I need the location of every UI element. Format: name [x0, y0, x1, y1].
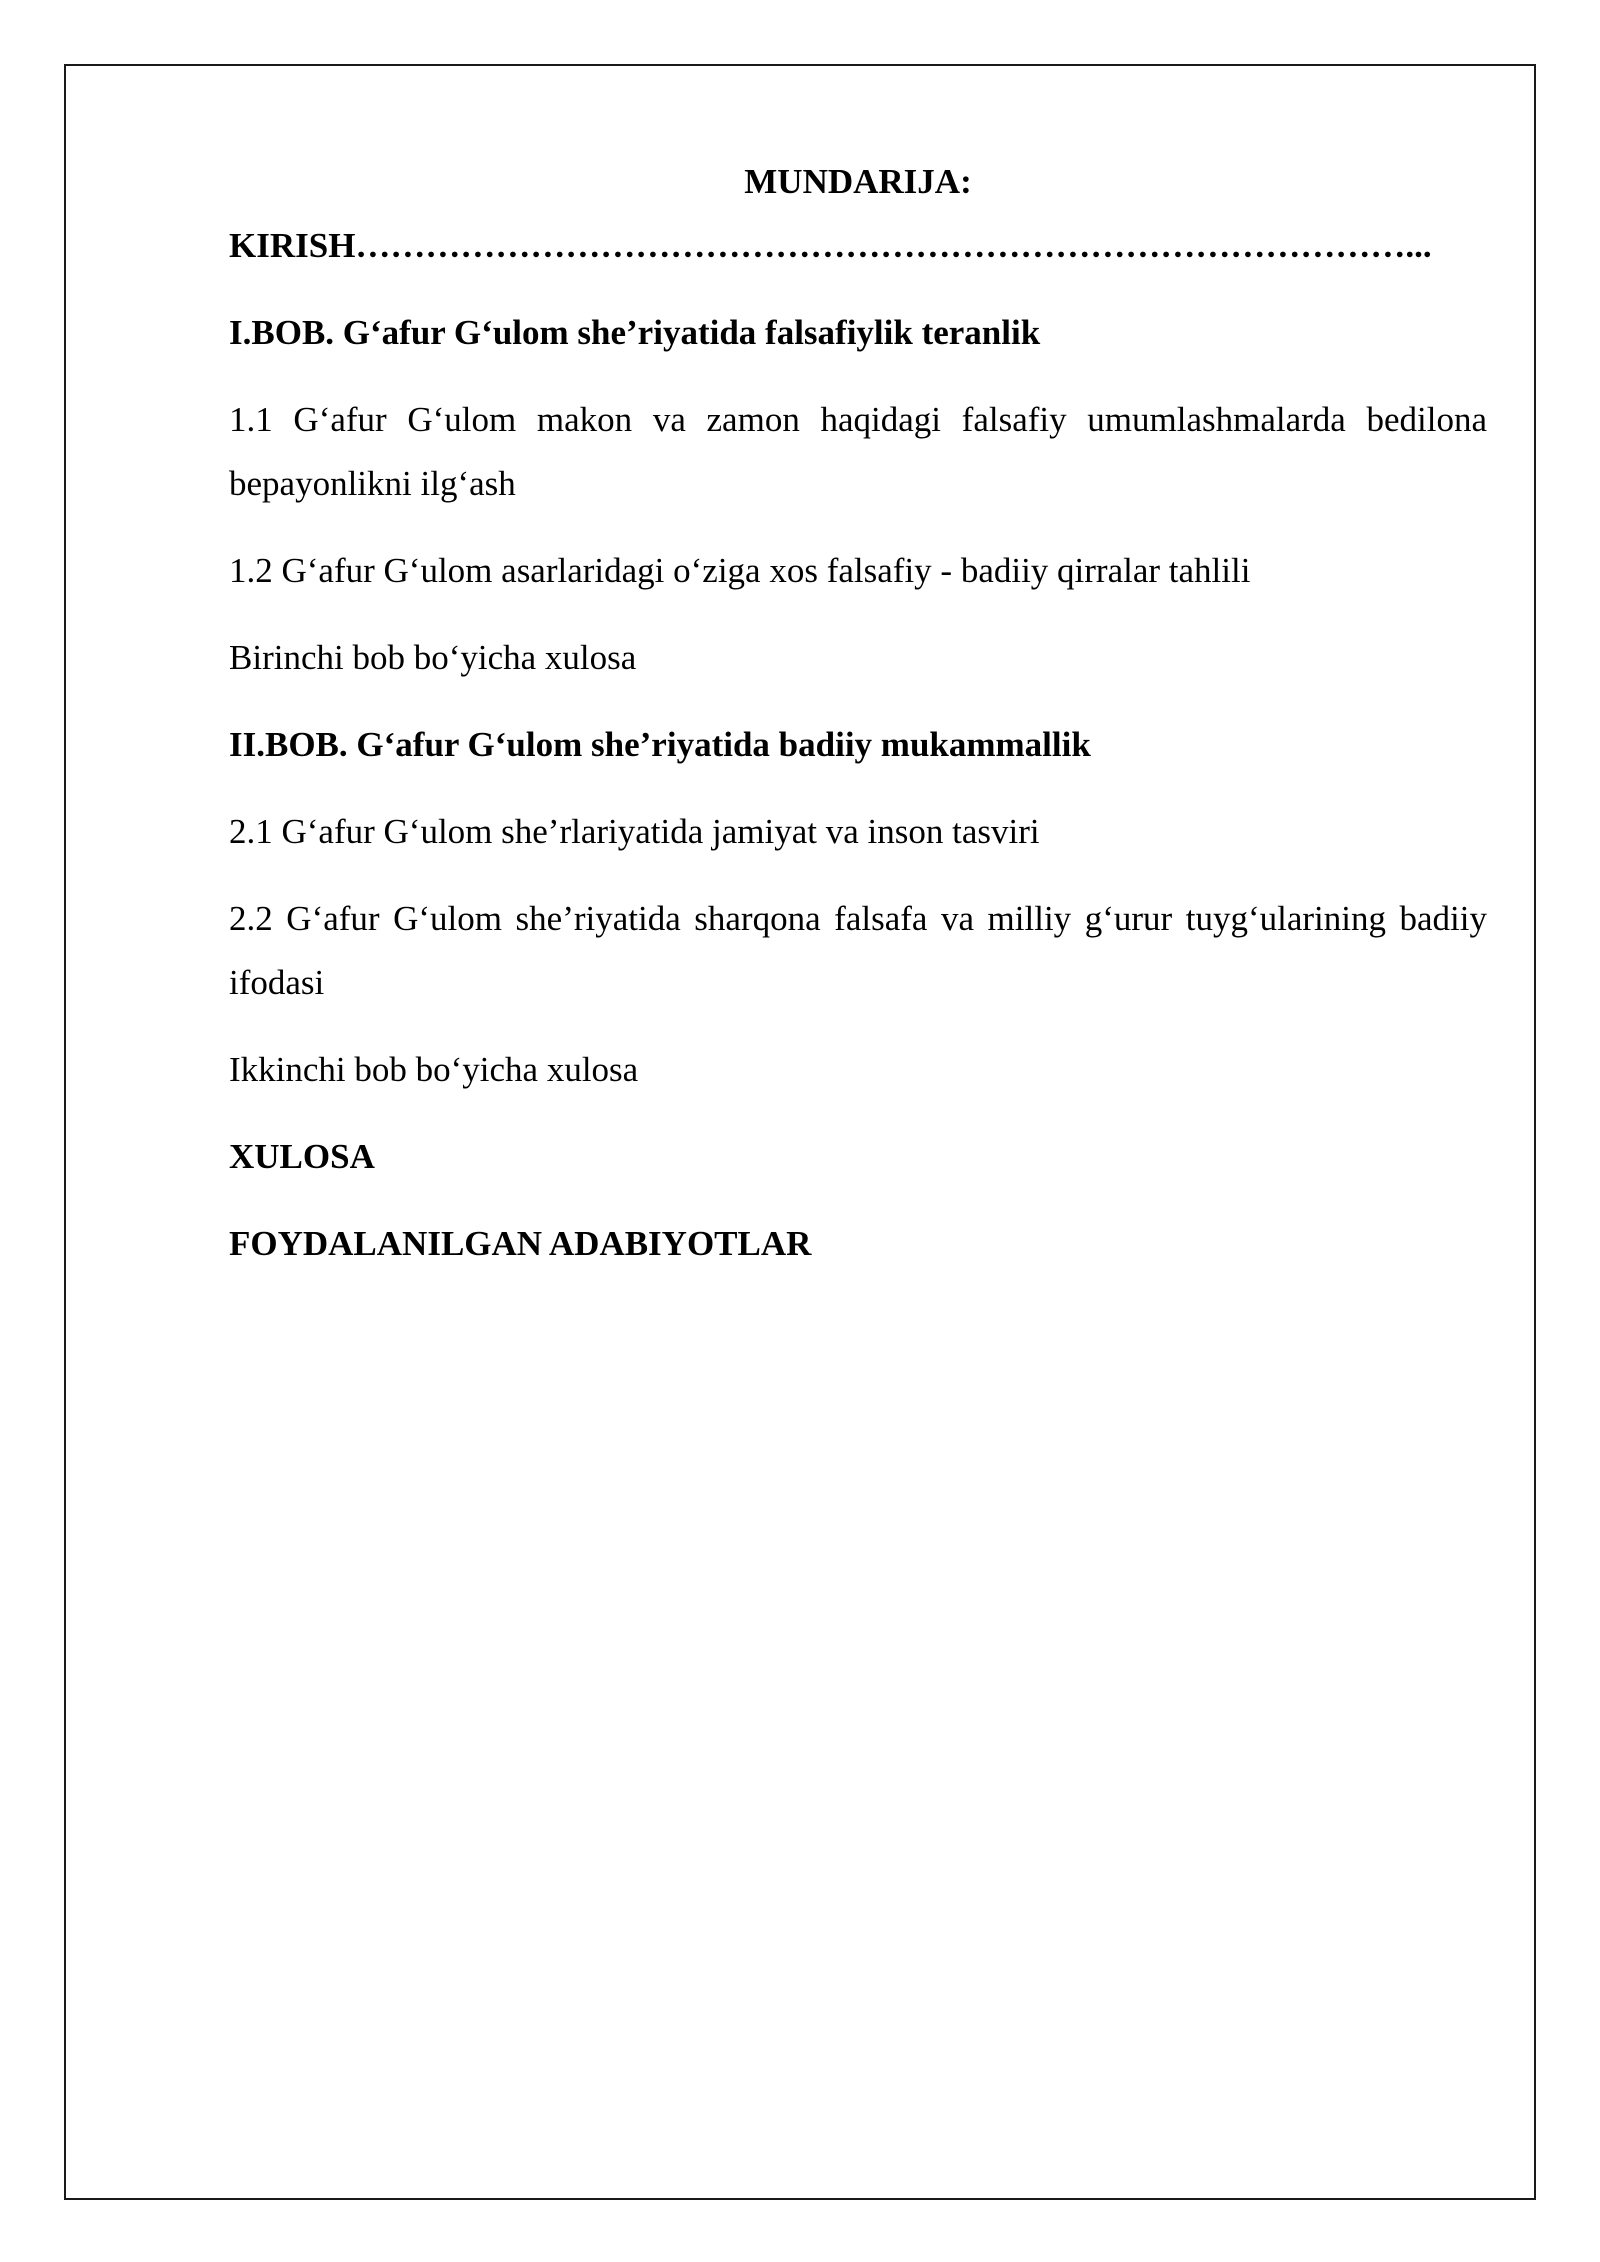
table-of-contents [229, 150, 1487, 1299]
toc-entry-section-2-1: 2.1 G‘afur G‘ulom she’rlariyatida jamiyat va inson tasviri [229, 812, 1040, 851]
toc-title: MUNDARIJA: [744, 162, 972, 201]
toc-entry-chapter-1: I.BOB. G‘afur G‘ulom she’riyatida falsafiylik teranlik [229, 313, 1041, 352]
toc-entry-section-1-2: 1.2 G‘afur G‘ulom asarlaridagi o‘ziga xos falsafiy - badiiy qirralar tahlili [229, 551, 1251, 590]
toc-entry-section-2-2: 2.2 G‘afur G‘ulom she’riyatida sharqona falsafa va milliy g‘urur tuyg‘ularining badiiy ifodasi [229, 899, 1487, 1002]
toc-entry-section-1-1: 1.1 G‘afur G‘ulom makon va zamon haqidagi falsafiy umumlashmalarda bedilona bepayonlikni ilg‘ash [229, 400, 1487, 503]
toc-entry-kirish: KIRISH………………………………………………………………………………... [229, 226, 1432, 265]
toc-entry-chapter-2: II.BOB. G‘afur G‘ulom she’riyatida badiiy mukammallik [229, 725, 1091, 764]
toc-entry-chapter-1-conclusion: Birinchi bob bo‘yicha xulosa [229, 638, 637, 677]
toc-entry-references: FOYDALANILGAN ADABIYOTLAR [229, 1224, 812, 1263]
toc-entry-chapter-2-conclusion: Ikkinchi bob bo‘yicha xulosa [229, 1050, 639, 1089]
toc-entry-xulosa: XULOSA [229, 1137, 375, 1176]
